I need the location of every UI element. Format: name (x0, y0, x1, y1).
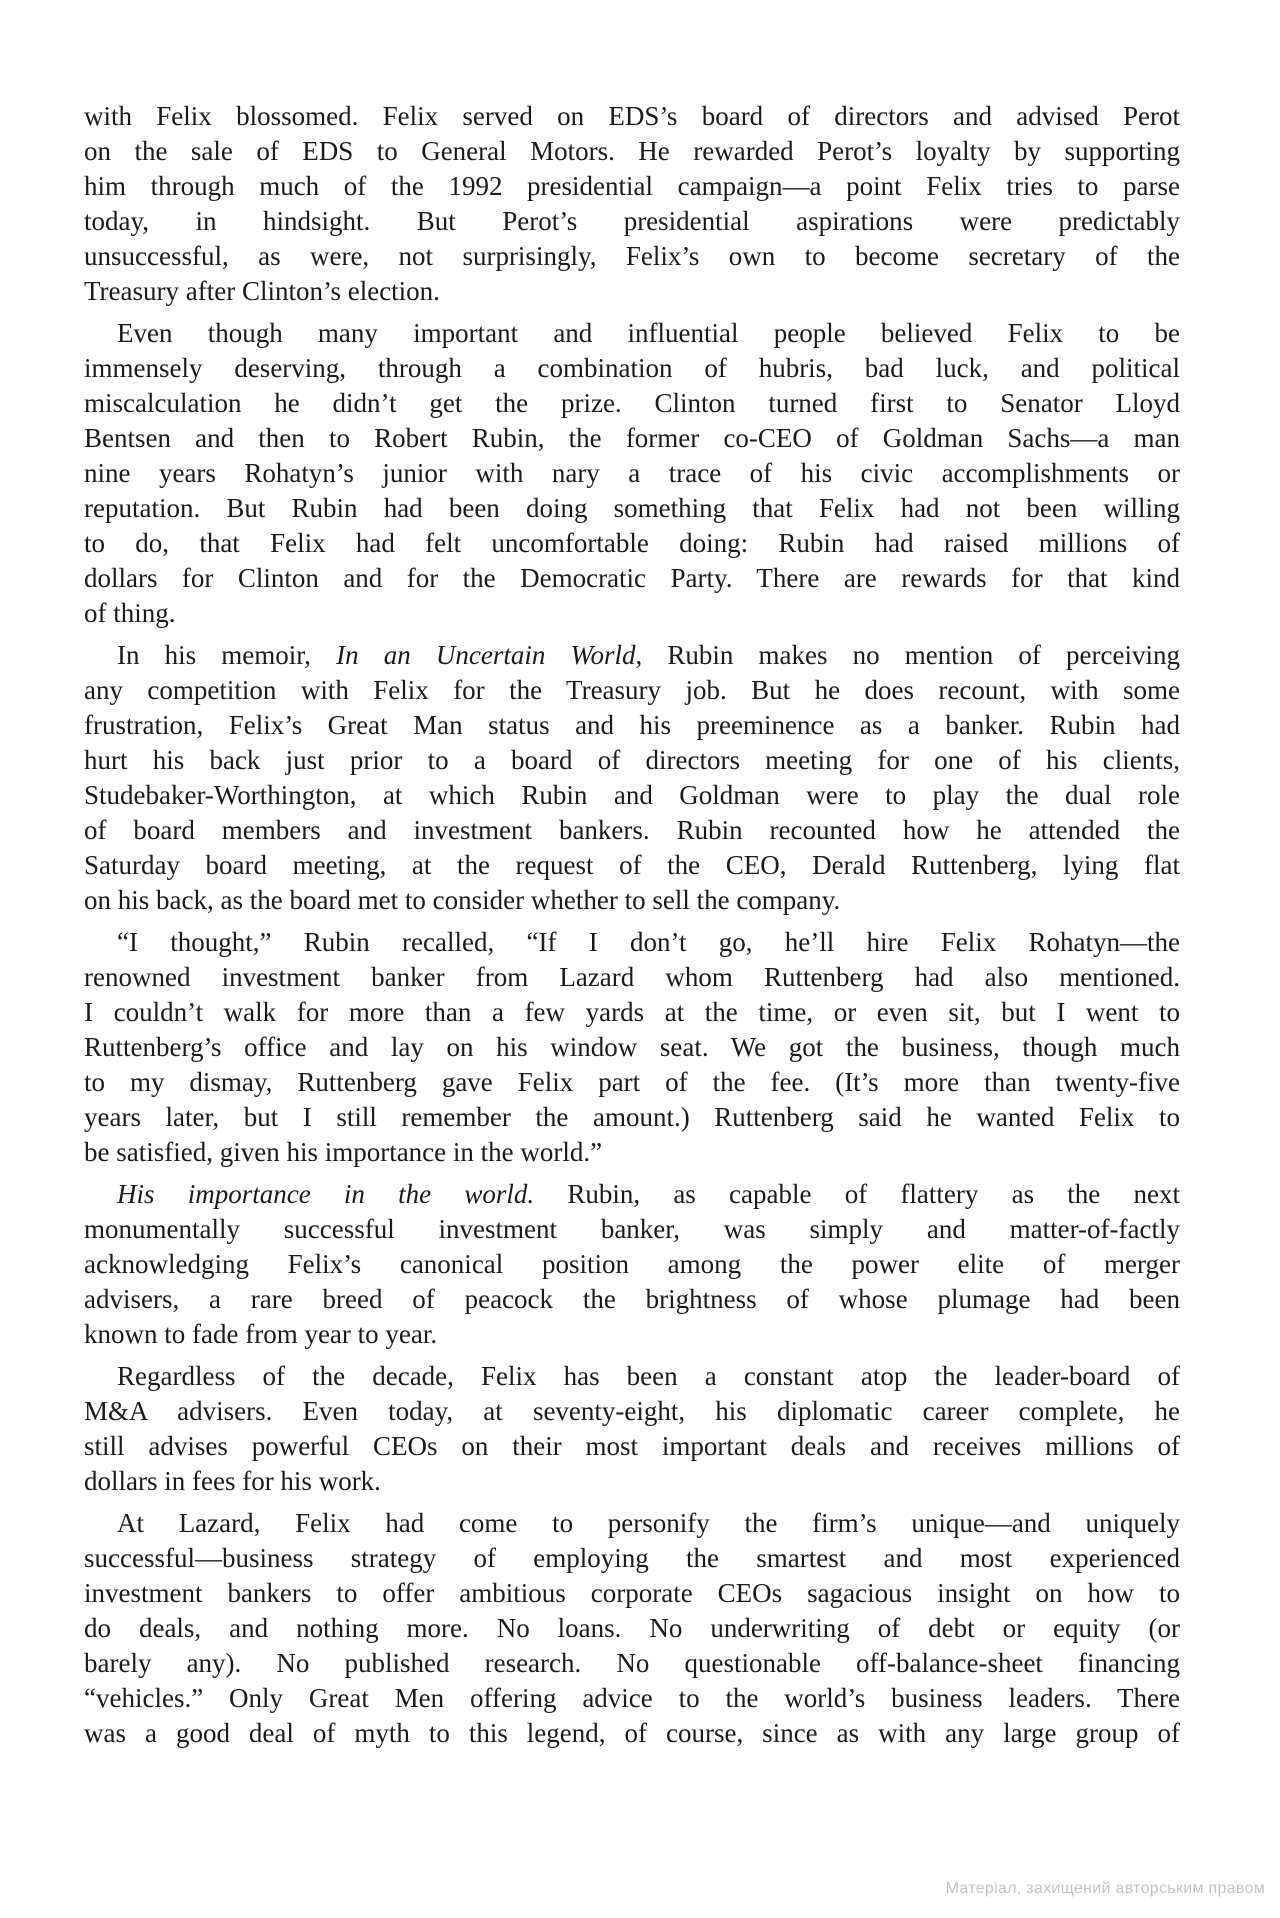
text-line (84, 848, 1180, 883)
text-line (84, 1429, 1180, 1464)
text-line (84, 204, 1180, 239)
text-line (84, 883, 1180, 918)
text-line (84, 1030, 1180, 1065)
text-line (84, 1541, 1180, 1576)
text-line (84, 1576, 1180, 1611)
text-segment: him through much of the 1992 presidential campaign—a point Felix tries to parse (84, 171, 1180, 201)
text-segment: known to fade from year to year. (84, 1319, 438, 1349)
text-line (84, 1464, 1180, 1499)
text-line (84, 1247, 1180, 1282)
text-segment: Treasury after Clinton’s election. (84, 276, 440, 306)
text-line (84, 1177, 1180, 1212)
text-segment: I couldn’t walk for more than a few yards at the time, or even sit, but I went to (84, 997, 1180, 1027)
text-segment: hurt his back just prior to a board of directors meeting for one of his clients, (84, 745, 1180, 775)
text-segment: dollars for Clinton and for the Democratic Party. There are rewards for that kind (84, 563, 1180, 593)
text-line (84, 386, 1180, 421)
text-line (84, 1100, 1180, 1135)
text-line (84, 596, 1180, 631)
text-line (84, 1359, 1180, 1394)
text-segment: of board members and investment bankers. Rubin recounted how he attended the (84, 815, 1180, 845)
text-segment: do deals, and nothing more. No loans. No underwriting of debt or equity (or (84, 1613, 1180, 1643)
text-segment: “vehicles.” Only Great Men offering advice to the world’s business leaders. There (84, 1683, 1180, 1713)
page-text (84, 99, 1180, 1751)
text-segment: on the sale of EDS to General Motors. He rewarded Perot’s loyalty by supporting (84, 136, 1180, 166)
text-segment: Regardless of the decade, Felix has been a constant atop the leader-board of (117, 1361, 1180, 1391)
paragraph (84, 316, 1180, 631)
text-segment: investment bankers to offer ambitious corporate CEOs sagacious insight on how to (84, 1578, 1180, 1608)
text-line (84, 169, 1180, 204)
text-line (84, 1506, 1180, 1541)
text-line (84, 1282, 1180, 1317)
italic-text-segment: His importance in the world. (117, 1179, 535, 1209)
text-segment: Even though many important and influential people believed Felix to be (117, 318, 1180, 348)
text-line (84, 1611, 1180, 1646)
text-segment: M&A advisers. Even today, at seventy-eight, his diplomatic career complete, he (84, 1396, 1180, 1426)
text-segment: monumentally successful investment banker, was simply and matter-of-factly (84, 1214, 1180, 1244)
text-segment: to do, that Felix had felt uncomfortable doing: Rubin had raised millions of (84, 528, 1180, 558)
text-segment: on his back, as the board met to consider whether to sell the company. (84, 885, 841, 915)
text-line (84, 1212, 1180, 1247)
text-segment: of thing. (84, 598, 176, 628)
text-segment: acknowledging Felix’s canonical position among the power elite of merger (84, 1249, 1180, 1279)
text-line (84, 960, 1180, 995)
text-segment: be satisfied, given his importance in the world.” (84, 1137, 603, 1167)
text-segment: was a good deal of myth to this legend, of course, since as with any large group of (84, 1718, 1180, 1748)
text-line (84, 1681, 1180, 1716)
text-line (84, 708, 1180, 743)
text-segment: Studebaker-Worthington, at which Rubin and Goldman were to play the dual role (84, 780, 1180, 810)
text-line (84, 526, 1180, 561)
paragraph (84, 1177, 1180, 1352)
text-segment: still advises powerful CEOs on their most important deals and receives millions of (84, 1431, 1180, 1461)
text-segment: Ruttenberg’s office and lay on his window seat. We got the business, though much (84, 1032, 1180, 1062)
text-segment: any competition with Felix for the Treasury job. But he does recount, with some (84, 675, 1180, 705)
text-segment: to my dismay, Ruttenberg gave Felix part of the fee. (It’s more than twenty-five (84, 1067, 1180, 1097)
text-segment: immensely deserving, through a combination of hubris, bad luck, and political (84, 353, 1180, 383)
text-segment: “I thought,” Rubin recalled, “If I don’t go, he’ll hire Felix Rohatyn—the (117, 927, 1180, 957)
text-segment: barely any). No published research. No questionable off-balance-sheet financing (84, 1648, 1180, 1678)
text-line (84, 316, 1180, 351)
text-line (84, 925, 1180, 960)
text-line (84, 1317, 1180, 1352)
text-line (84, 421, 1180, 456)
text-line (84, 743, 1180, 778)
text-line (84, 1646, 1180, 1681)
text-segment: frustration, Felix’s Great Man status and his preeminence as a banker. Rubin had (84, 710, 1180, 740)
paragraph (84, 99, 1180, 309)
text-line (84, 1135, 1180, 1170)
text-line (84, 1394, 1180, 1429)
text-line (84, 456, 1180, 491)
text-line (84, 1716, 1180, 1751)
text-line (84, 673, 1180, 708)
paragraph (84, 1506, 1180, 1751)
text-line (84, 1065, 1180, 1100)
text-segment: , Rubin makes no mention of perceiving (635, 640, 1180, 670)
text-line (84, 813, 1180, 848)
text-segment: reputation. But Rubin had been doing something that Felix had not been willing (84, 493, 1180, 523)
text-segment: Rubin, as capable of flattery as the next (534, 1179, 1180, 1209)
text-segment: renowned investment banker from Lazard whom Ruttenberg had also mentioned. (84, 962, 1180, 992)
paragraph (84, 638, 1180, 918)
text-segment: In his memoir, (117, 640, 337, 670)
text-segment: At Lazard, Felix had come to personify the firm’s unique—and uniquely (117, 1508, 1180, 1538)
italic-text-segment: In an Uncertain World (336, 640, 636, 670)
text-line (84, 561, 1180, 596)
text-segment: dollars in fees for his work. (84, 1466, 381, 1496)
text-line (84, 638, 1180, 673)
text-segment: miscalculation he didn’t get the prize. Clinton turned first to Senator Lloyd (84, 388, 1180, 418)
text-line (84, 995, 1180, 1030)
text-line (84, 351, 1180, 386)
paragraph (84, 925, 1180, 1170)
text-line (84, 274, 1180, 309)
text-segment: Saturday board meeting, at the request of the CEO, Derald Ruttenberg, lying flat (84, 850, 1180, 880)
text-line (84, 778, 1180, 813)
text-segment: years later, but I still remember the amount.) Ruttenberg said he wanted Felix to (84, 1102, 1180, 1132)
text-segment: nine years Rohatyn’s junior with nary a trace of his civic accomplishments or (84, 458, 1180, 488)
text-segment: today, in hindsight. But Perot’s presidential aspirations were predictably (84, 206, 1180, 236)
text-line (84, 239, 1180, 274)
text-line (84, 491, 1180, 526)
text-line (84, 99, 1180, 134)
text-segment: successful—business strategy of employing the smartest and most experienced (84, 1543, 1180, 1573)
text-segment: with Felix blossomed. Felix served on EDS’s board of directors and advised Perot (84, 101, 1180, 131)
text-segment: Bentsen and then to Robert Rubin, the former co-CEO of Goldman Sachs—a man (84, 423, 1180, 453)
text-line (84, 134, 1180, 169)
copyright-watermark: Матеріал, захищений авторським правом (945, 1880, 1265, 1897)
paragraph (84, 1359, 1180, 1499)
text-segment: advisers, a rare breed of peacock the brightness of whose plumage had been (84, 1284, 1180, 1314)
text-segment: unsuccessful, as were, not surprisingly, Felix’s own to become secretary of the (84, 241, 1180, 271)
